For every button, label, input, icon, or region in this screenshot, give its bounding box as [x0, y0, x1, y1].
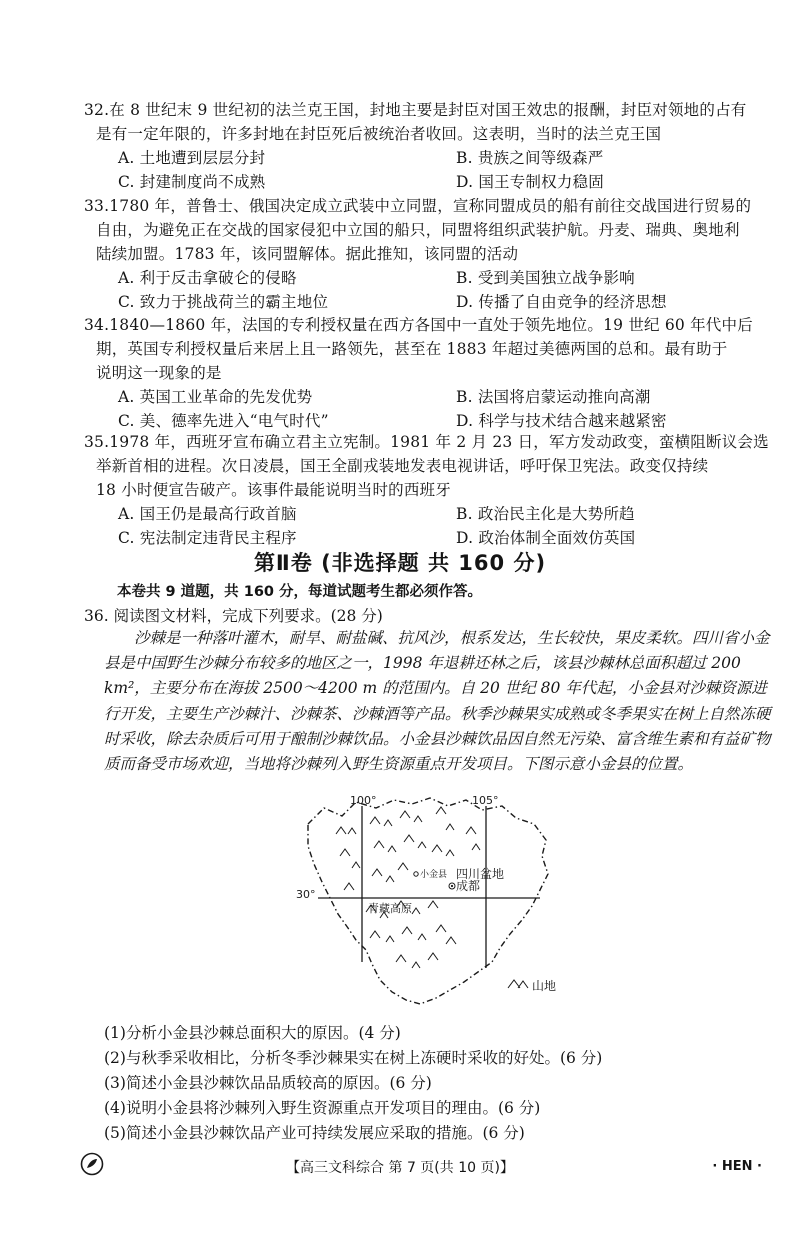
- city-marker-dot: [451, 885, 453, 887]
- options-row: [84, 502, 774, 526]
- county-label: 小金县: [420, 870, 448, 880]
- option-d[interactable]: D. 科学与技术结合越来越紧密: [456, 412, 667, 430]
- options-row: [84, 146, 774, 170]
- sub-question-1: (1)分析小金县沙棘总面积大的原因。(4 分): [104, 1024, 401, 1042]
- option-a[interactable]: A. 土地遭到层层分封: [118, 149, 266, 167]
- basin-label: 四川盆地: [456, 867, 505, 881]
- options-row: [84, 266, 774, 290]
- option-d[interactable]: D. 国王专制权力稳固: [456, 173, 604, 191]
- location-map: [296, 794, 564, 1016]
- latitude-label-30: 30°: [296, 888, 316, 901]
- option-b[interactable]: B. 政治民主化是大势所趋: [456, 505, 635, 523]
- option-a[interactable]: A. 英国工业革命的先发优势: [118, 388, 313, 406]
- question-stem: 期，英国专利授权量后来居上且一路领先，甚至在 1883 年超过美德两国的总和。最有助于: [96, 340, 728, 358]
- question-33: [84, 194, 774, 314]
- question-36-heading: 36. 阅读图文材料，完成下列要求。(28 分): [84, 607, 383, 625]
- sub-question-5: (5)简述小金县沙棘饮品产业可持续发展应采取的措施。(6 分): [104, 1124, 525, 1142]
- option-b[interactable]: B. 贵族之间等级森严: [456, 149, 604, 167]
- sub-question-3: (3)简述小金县沙棘饮品品质较高的原因。(6 分): [104, 1074, 432, 1092]
- question-stem: 35.1978 年，西班牙宣布确立君主立宪制。1981 年 2 月 23 日，军方发动政变，蛮横阻断议会选: [84, 433, 769, 451]
- option-d[interactable]: D. 传播了自由竞争的经济思想: [456, 293, 667, 311]
- legend-mountain-icon: [508, 980, 528, 988]
- longitude-label-100: 100°: [350, 794, 377, 807]
- question-stem: 34.1840—1860 年，法国的专利授权量在西方各国中一直处于领先地位。19 世纪 60 年代中后: [84, 316, 753, 334]
- plateau-label: 青藏高原: [368, 902, 412, 915]
- page-footer: 【高三文科综合 第 7 页(共 10 页)】: [286, 1160, 514, 1176]
- question-stem: 32.在 8 世纪末 9 世纪初的法兰克王国，封地主要是封臣对国王效忠的报酬，封臣对领地的占有: [84, 101, 747, 119]
- city-label: 成都: [456, 879, 481, 893]
- question-stem: 说明这一现象的是: [96, 364, 222, 382]
- province-boundary: [308, 798, 548, 1004]
- option-c[interactable]: C. 宪法制定违背民主程序: [118, 529, 297, 547]
- option-b[interactable]: B. 受到美国独立战争影响: [456, 269, 635, 287]
- section-title: 第Ⅱ卷 (非选择题 共 160 分): [253, 551, 547, 575]
- option-c[interactable]: C. 美、德率先进入“电气时代”: [118, 412, 329, 430]
- question-35: [84, 430, 774, 550]
- exam-code: · HEN ·: [712, 1159, 762, 1174]
- sub-question-4: (4)说明小金县将沙棘列入野生资源重点开发项目的理由。(6 分): [104, 1099, 541, 1117]
- option-d[interactable]: D. 政治体制全面效仿英国: [456, 529, 636, 547]
- option-c[interactable]: C. 致力于挑战荷兰的霸主地位: [118, 293, 329, 311]
- option-a[interactable]: A. 国王仍是最高行政首脑: [118, 505, 297, 523]
- question-stem: 陆续加盟。1783 年，该同盟解体。据此推知，该同盟的活动: [96, 245, 519, 263]
- options-row: [84, 290, 774, 314]
- question-34: [84, 313, 774, 433]
- question-stem: 是有一定年限的，许多封地在封臣死后被统治者收回。这表明，当时的法兰克王国: [96, 125, 662, 143]
- question-stem: 33.1780 年，普鲁士、俄国决定成立武装中立同盟，宣称同盟成员的船有前往交战国进行贸易的: [84, 197, 752, 215]
- sub-question-2: (2)与秋季采收相比，分析冬季沙棘果实在树上冻硬时采收的好处。(6 分): [104, 1049, 603, 1067]
- question-stem: 举新首相的进程。次日凌晨，国王全副戎装地发表电视讲话，呼吁保卫宪法。政变仅持续: [96, 457, 709, 475]
- option-a[interactable]: A. 利于反击拿破仑的侵略: [118, 269, 297, 287]
- option-c[interactable]: C. 封建制度尚不成熟: [118, 173, 266, 191]
- legend-label: 山地: [532, 979, 557, 993]
- options-row: [84, 385, 774, 409]
- county-marker: [414, 872, 418, 876]
- longitude-label-105: 105°: [472, 794, 499, 807]
- section-note: 本卷共 9 道题，共 160 分，每道试题考生都必须作答。: [117, 584, 483, 600]
- question-36-material: 沙棘是一种落叶灌木，耐旱、耐盐碱、抗风沙，根系发达，生长较快，果皮柔软。四川省小金县是中国野生沙棘分布较多的地区之一，1998 年退耕还林之后，该县沙棘林总面积超过 200 km²，主要分布在海拔 2500～4200 m 的范围内。自 20 世纪 80 年代起，小金县对沙棘资源进行开发，主要生产沙棘汁、沙棘茶、沙棘酒等产品。秋季沙棘果实成熟或冬季果实在树上自然冻硬时采收，除去杂质后可用于酿制沙棘饮品。小金县沙棘饮品因自然无污染、富含维生素和有益矿物质而备受市场欢迎，当地将沙棘列入野生资源重点开发项目。下图示意小金县的位置。: [104, 629, 771, 774]
- question-32: [84, 98, 774, 194]
- question-stem: 18 小时便宣告破产。该事件最能说明当时的西班牙: [96, 481, 451, 499]
- question-stem: 自由，为避免正在交战的国家侵犯中立国的船只，同盟将组织武装护航。丹麦、瑞典、奥地利: [96, 221, 740, 239]
- options-row: [84, 170, 774, 194]
- option-b[interactable]: B. 法国将启蒙运动推向高潮: [456, 388, 651, 406]
